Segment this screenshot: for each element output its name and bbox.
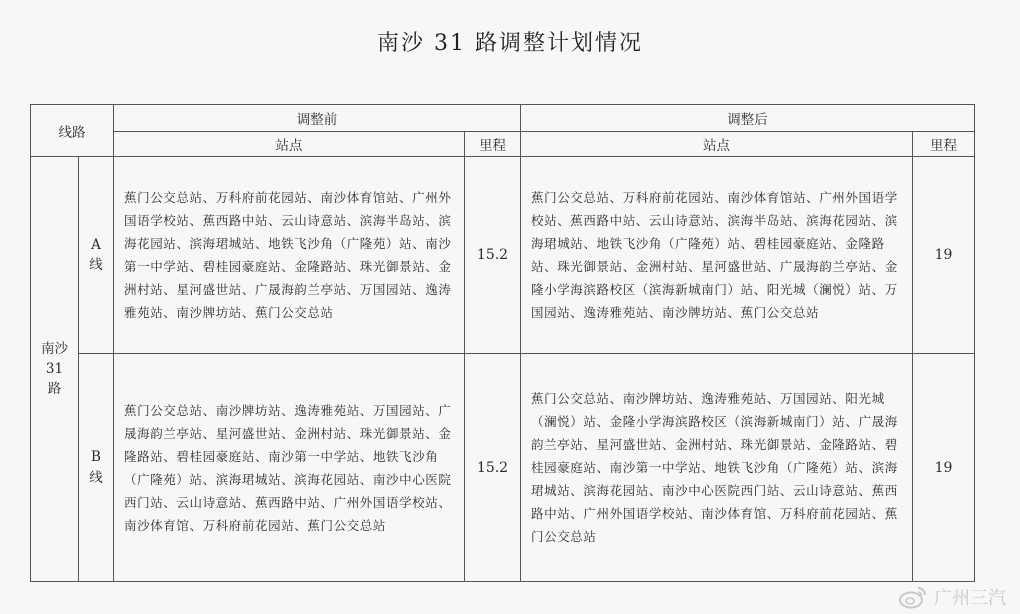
header-row-1 [31,105,975,132]
before-stops-cell: 蕉门公交总站、南沙牌坊站、逸涛雅苑站、万国园站、广晟海韵兰亭站、星河盛世站、金洲村站、珠光御景站、金隆路站、碧桂园豪庭站、南沙第一中学站、地铁飞沙角（广隆苑）站、滨海珺城站、滨海花园站、南沙中心医院西门站、云山诗意站、蕉西路中站、广州外国语学校站、南沙体育馆、万科府前花园站、蕉门公交总站 [114,354,465,582]
watermark [898,584,1006,610]
before-distance-cell: 15.2 [465,354,521,582]
before-header: 调整前 [114,105,521,132]
route-name-cell [31,157,79,582]
after-distance-header: 里程 [913,132,975,157]
after-header: 调整后 [521,105,975,132]
route-header: 线路 [31,105,114,157]
line-name: B线 [89,449,103,486]
after-stops-cell: 蕉门公交总站、万科府前花园站、南沙体育馆站、广州外国语学校站、蕉西路中站、云山诗意站、滨海半岛站、滨海花园站、滨海珺城站、地铁飞沙角（广隆苑）站、碧桂园豪庭站、金隆路站、珠光御景站、金洲村站、星河盛世站、广晟海韵兰亭站、金隆小学海滨路校区（滨海新城南门）站、阳光城（澜悦）站、万国园站、逸涛雅苑站、南沙牌坊站、蕉门公交总站 [521,157,913,354]
table-row [31,354,975,582]
weibo-icon [898,585,928,609]
page-title: 南沙 31 路调整计划情况 [377,31,643,56]
before-stations-header: 站点 [114,132,465,157]
line-cell [79,157,114,354]
route-name: 南沙31路 [41,340,68,398]
header-row-2 [31,132,975,157]
after-stops-cell: 蕉门公交总站、南沙牌坊站、逸涛雅苑站、万国园站、阳光城（澜悦）站、金隆小学海滨路校区（滨海新城南门）站、广晟海韵兰亭站、星河盛世站、金洲村站、珠光御景站、金隆路站、碧桂园豪庭站、南沙第一中学站、地铁飞沙角（广隆苑）站、滨海珺城站、滨海花园站、南沙中心医院西门站、云山诗意站、蕉西路中站、广州外国语学校站、南沙体育馆、万科府前花园站、蕉门公交总站 [521,354,913,582]
after-stations-header: 站点 [521,132,913,157]
before-stops-cell: 蕉门公交总站、万科府前花园站、南沙体育馆站、广州外国语学校站、蕉西路中站、云山诗意站、滨海半岛站、滨海花园站、滨海珺城站、地铁飞沙角（广隆苑）站、南沙第一中学站、碧桂园豪庭站、金隆路站、珠光御景站、金洲村站、星河盛世站、广晟海韵兰亭站、万国园站、逸涛雅苑站、南沙牌坊站、蕉门公交总站 [114,157,465,354]
after-distance-cell: 19 [913,354,975,582]
before-distance-cell: 15.2 [465,157,521,354]
adjustment-plan-table [30,104,975,582]
table-row [31,157,975,354]
after-distance-cell: 19 [913,157,975,354]
before-distance-header: 里程 [465,132,521,157]
line-name: A线 [89,236,103,274]
watermark-text: 广州三汽 [934,588,1006,609]
line-cell [79,354,114,582]
